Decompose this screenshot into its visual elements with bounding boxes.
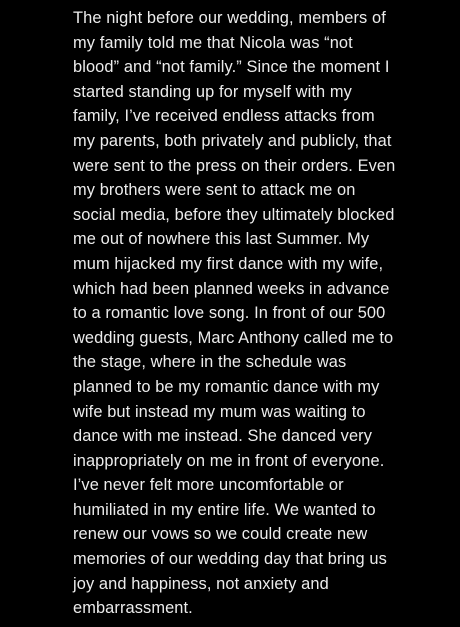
statement-text <box>73 6 453 621</box>
statement-line: humiliated in my entire life. We wanted to <box>73 500 376 519</box>
statement-line: renew our vows so we could create new <box>73 525 368 544</box>
statement-line: family, I’ve received endless attacks from <box>73 107 375 126</box>
statement-line: planned to be my romantic dance with my <box>73 377 380 396</box>
statement-line: my parents, both privately and publicly, that <box>73 131 392 150</box>
statement-line: me out of nowhere this last Summer. My <box>73 230 370 249</box>
statement-line: my brothers were sent to attack me on <box>73 181 356 200</box>
statement-line: to a romantic love song. In front of our 500 <box>73 304 386 323</box>
statement-line: embarrassment. <box>73 599 193 618</box>
statement-line: started standing up for myself with my <box>73 82 352 101</box>
statement-line: dance with me instead. She danced very <box>73 427 373 446</box>
statement-line: wedding guests, Marc Anthony called me to <box>73 328 394 347</box>
statement-line: blood” and “not family.” Since the moment I <box>73 58 390 77</box>
statement-line: wife but instead my mum was waiting to <box>73 402 366 421</box>
statement-line: my family told me that Nicola was “not <box>73 33 353 52</box>
statement-line: the stage, where in the schedule was <box>73 353 347 372</box>
statement-line: which had been planned weeks in advance <box>73 279 390 298</box>
statement-line: mum hijacked my first dance with my wife, <box>73 254 384 273</box>
statement-line: social media, before they ultimately blocked <box>73 205 395 224</box>
statement-line: I’ve never felt more uncomfortable or <box>73 476 344 495</box>
statement-line: joy and happiness, not anxiety and <box>73 574 329 593</box>
statement-line: memories of our wedding day that bring us <box>73 550 387 569</box>
statement-line: The night before our wedding, members of <box>73 9 386 27</box>
statement-line: inappropriately on me in front of everyone. <box>73 451 385 470</box>
statement-line: were sent to the press on their orders. Even <box>73 156 396 175</box>
